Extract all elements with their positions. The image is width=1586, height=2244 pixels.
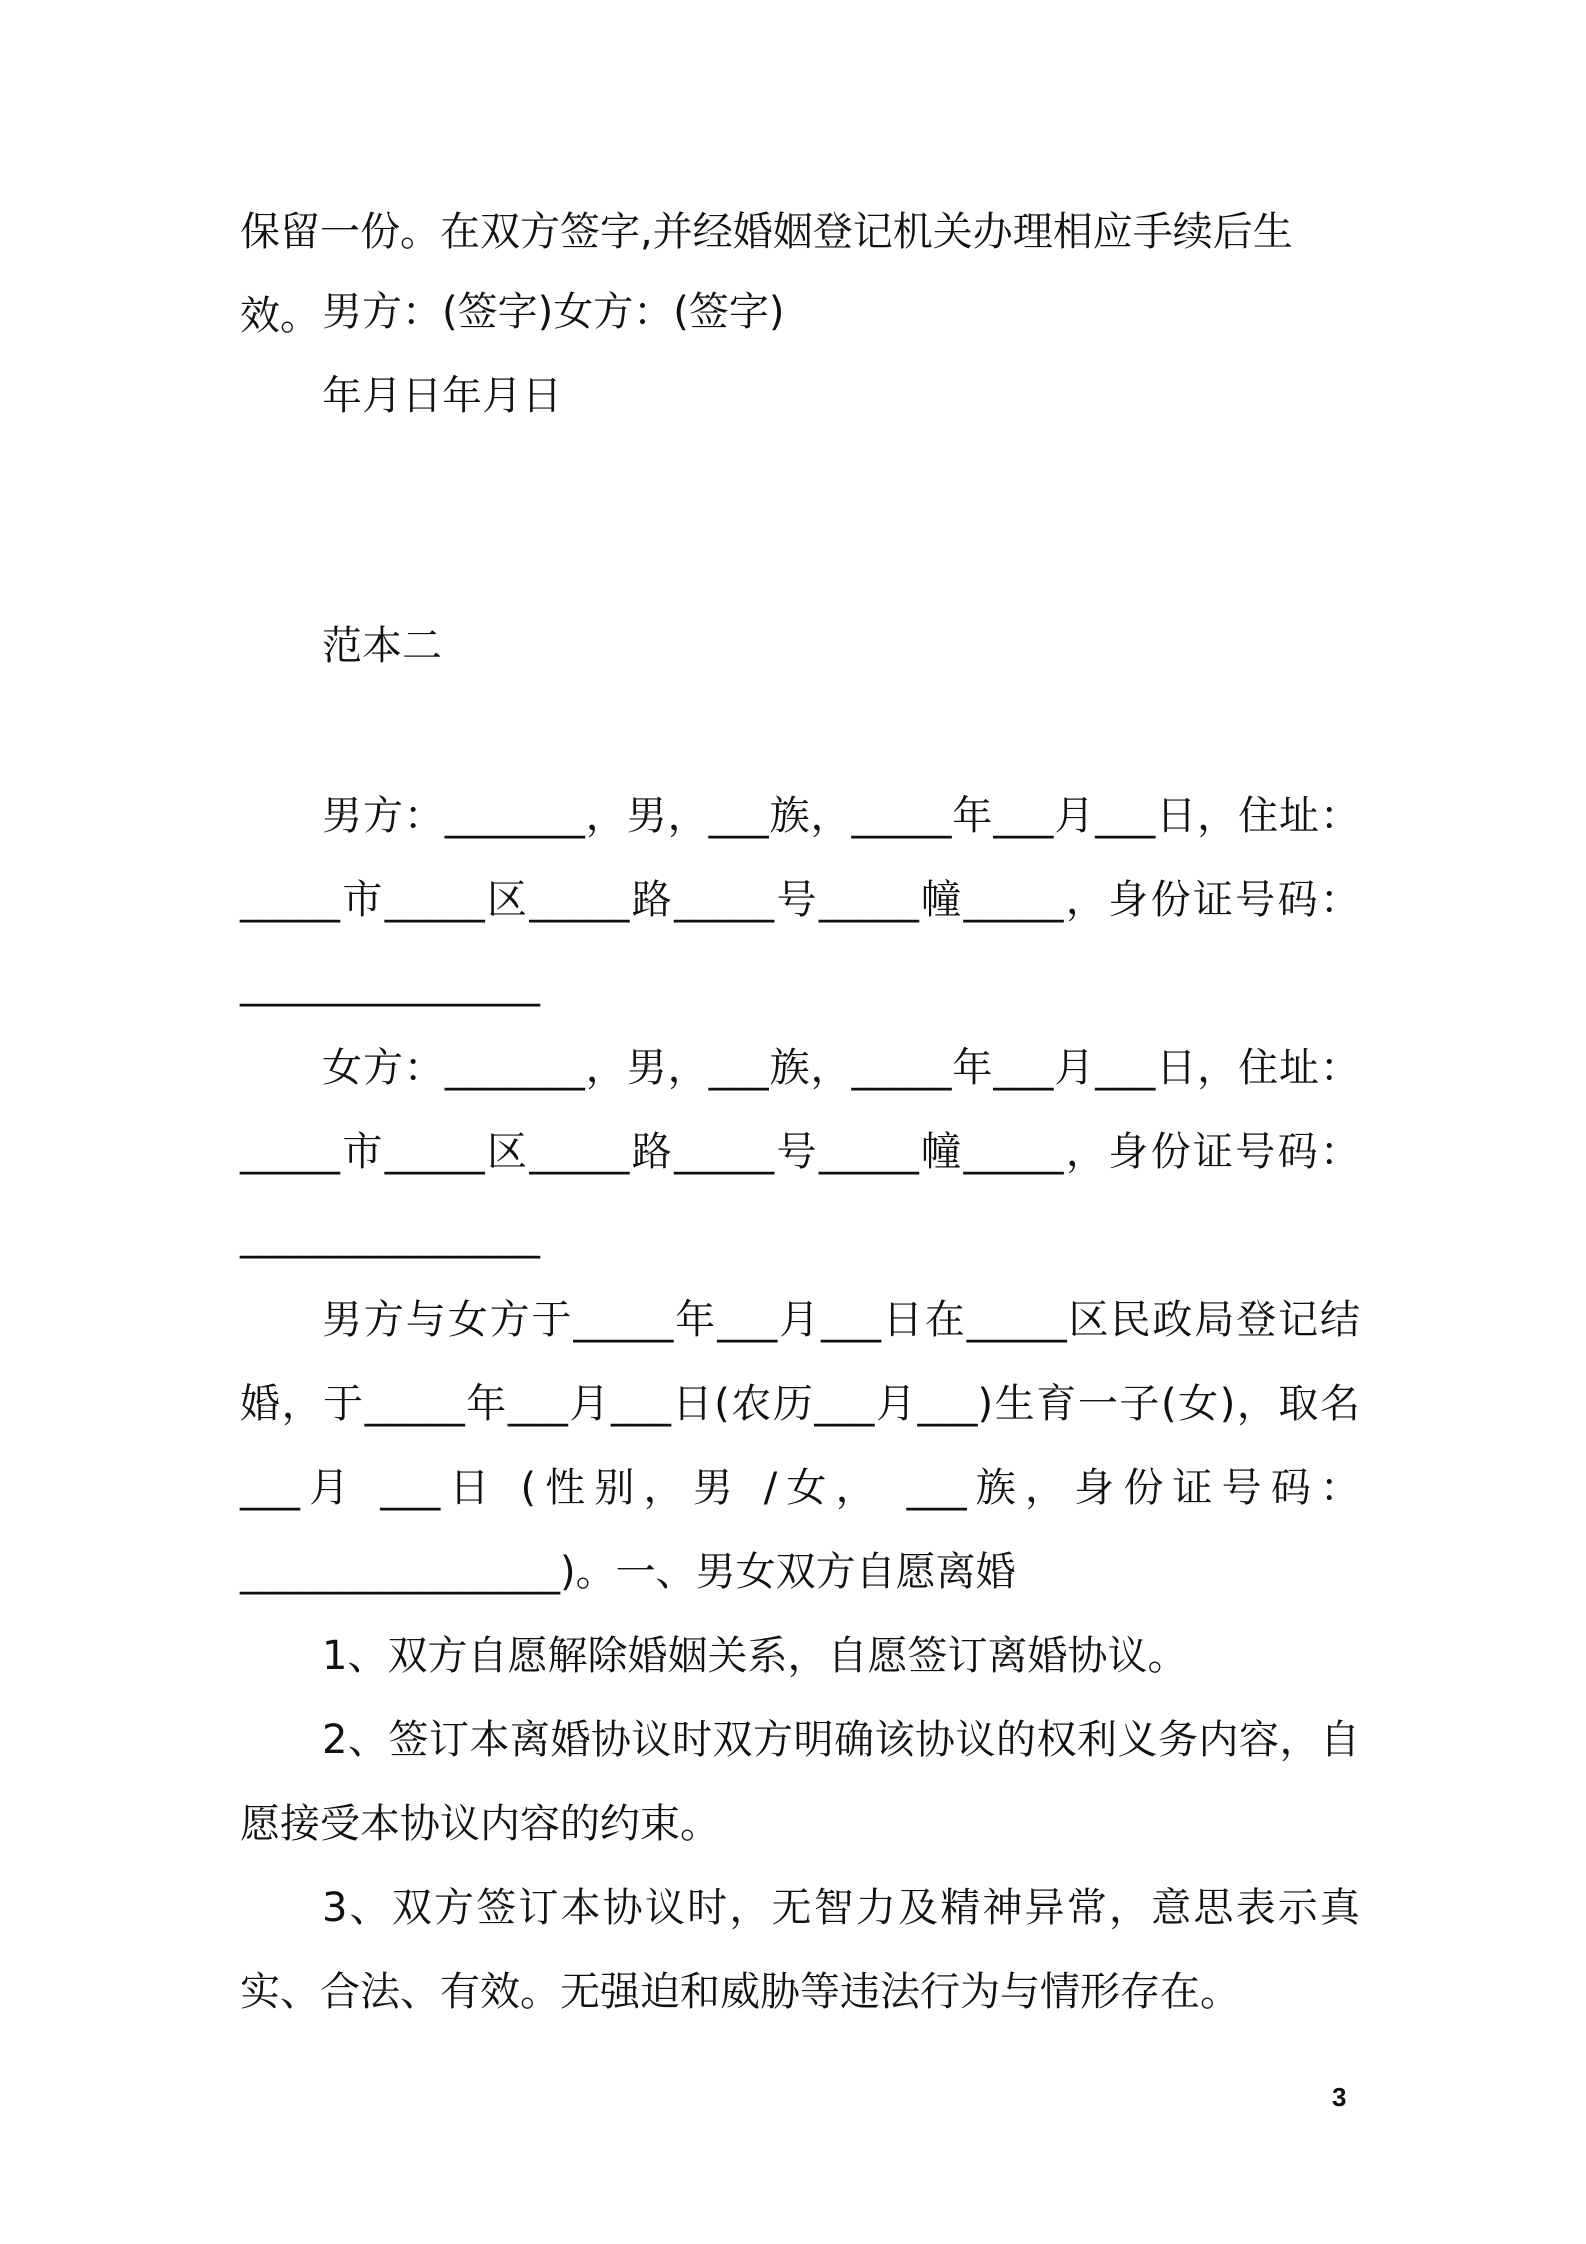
paragraph-dates: 年月日年月日 (322, 373, 562, 419)
paragraph-female-party: 女方：_______，男，___族，_____年___月___日，住址：_____市_____区_____路_____号_____幢_____，身份证号码：_______________ (240, 1045, 1360, 1259)
page-number: 3 (1332, 2082, 1347, 2112)
paragraph-male-party: 男方：_______，男，___族，_____年___月___日，住址：_____市_____区_____路_____号_____幢_____，身份证号码：_______________ (240, 793, 1360, 1007)
paragraph-signatures: 男方：(签字)女方：(签字) (322, 289, 785, 335)
paragraph-marriage-info: 男方与女方于_____年___月___日在_____区民政局登记结婚，于_____年___月___日(农历___月___)生育一子(女)，取名 ___月 ___日 (性别，男 /女， ___族，身份证号码：________________)。一、男女双方自愿离婚 (240, 1297, 1360, 1595)
clause-2: 2、签订本离婚协议时双方明确该协议的权利义务内容，自愿接受本协议内容的约束。 (240, 1717, 1360, 1847)
clause-3: 3、双方签订本协议时，无智力及精神异常，意思表示真实、合法、有效。无强迫和威胁等违法行为与情形存在。 (240, 1885, 1360, 2015)
paragraph-continuation: 保留一份。在双方签字,并经婚姻登记机关办理相应手续后生效。 (240, 209, 1293, 339)
section-heading: 范本二 (322, 623, 442, 669)
clause-1: 1、双方自愿解除婚姻关系，自愿签订离婚协议。 (322, 1633, 1188, 1679)
